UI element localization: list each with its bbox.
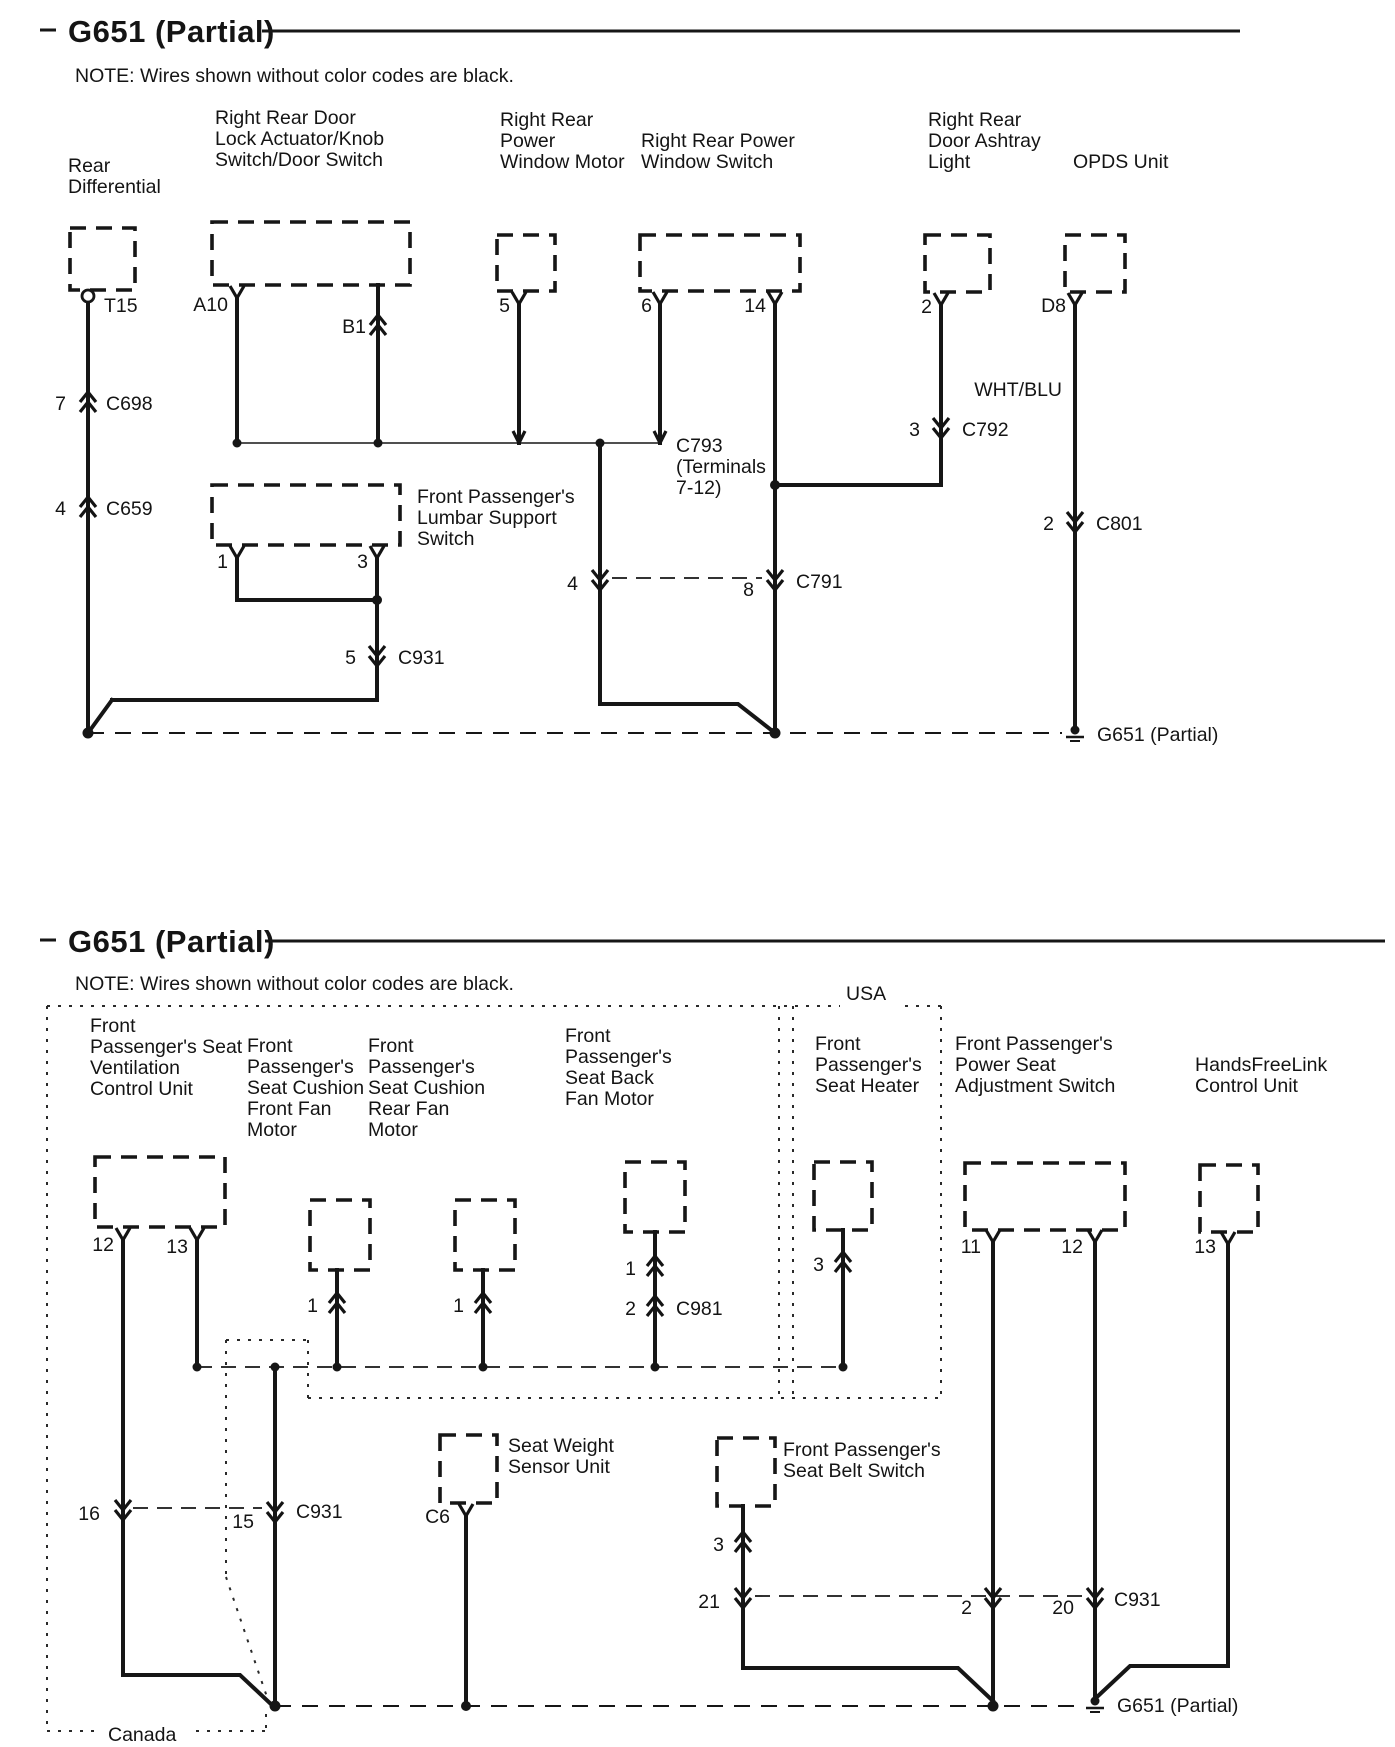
svg-text:(Terminals: (Terminals	[676, 456, 766, 478]
svg-text:Light: Light	[928, 151, 971, 173]
label-vent-control-unit	[90, 1015, 243, 1100]
svg-text:Right Rear Power: Right Rear Power	[641, 130, 795, 152]
label-rear-differential	[68, 155, 161, 198]
pin-6	[641, 292, 667, 317]
connector-front-fan-1	[307, 1293, 345, 1317]
svg-text:Control Unit: Control Unit	[90, 1078, 193, 1100]
junction-dot	[988, 1701, 999, 1712]
svg-text:C659: C659	[106, 498, 153, 520]
junction-dot	[770, 728, 781, 739]
svg-text:C698: C698	[106, 393, 153, 415]
svg-text:Right Rear: Right Rear	[928, 109, 1022, 131]
box-rear-fan-motor	[455, 1200, 515, 1270]
label-power-seat-switch	[955, 1033, 1115, 1097]
svg-text:13: 13	[1194, 1236, 1216, 1258]
connector-c792	[909, 418, 1008, 441]
svg-text:C981: C981	[676, 1298, 723, 1320]
junction-dot	[333, 1363, 342, 1372]
svg-text:16: 16	[78, 1503, 100, 1525]
svg-text:Switch/Door Switch: Switch/Door Switch	[215, 149, 383, 171]
svg-text:3: 3	[909, 419, 920, 441]
svg-text:C6: C6	[425, 1506, 450, 1528]
svg-text:1: 1	[625, 1258, 636, 1280]
junction-dot	[83, 728, 94, 739]
junction-dot	[651, 1363, 660, 1372]
svg-text:Front Passenger's: Front Passenger's	[417, 486, 575, 508]
junction-dot	[461, 1701, 471, 1711]
ground-g651-d2	[1086, 1695, 1238, 1717]
box-seat-back-fan-motor	[625, 1162, 685, 1232]
svg-text:C791: C791	[796, 571, 843, 593]
label-rear-fan-motor	[368, 1035, 485, 1141]
note-text: NOTE: Wires shown without color codes are black.	[75, 973, 514, 995]
svg-text:1: 1	[453, 1295, 464, 1317]
ground-g651-d1	[1066, 724, 1218, 746]
svg-text:7: 7	[55, 393, 66, 415]
box-rear-differential	[70, 228, 135, 290]
box-seat-belt-switch	[717, 1438, 775, 1506]
svg-text:7-12): 7-12)	[676, 477, 722, 499]
connector-c698	[55, 392, 152, 415]
svg-text:4: 4	[567, 573, 578, 595]
pin-lumbar-3	[357, 546, 384, 573]
svg-text:Front Passenger's: Front Passenger's	[955, 1033, 1113, 1055]
label-seat-heater	[815, 1033, 922, 1097]
svg-text:Window Switch: Window Switch	[641, 151, 774, 173]
svg-text:1: 1	[217, 551, 228, 573]
svg-text:8: 8	[743, 579, 754, 601]
svg-text:Control Unit: Control Unit	[1195, 1075, 1298, 1097]
junction-dot	[233, 439, 242, 448]
svg-text:Lock Actuator/Knob: Lock Actuator/Knob	[215, 128, 385, 150]
label-seat-belt-switch	[783, 1439, 941, 1482]
svg-text:C792: C792	[962, 419, 1009, 441]
pin-t15	[82, 290, 138, 317]
box-lumbar-switch	[212, 485, 400, 545]
junction-dot	[839, 1363, 848, 1372]
connector-c981	[625, 1296, 722, 1320]
svg-text:3: 3	[357, 551, 368, 573]
svg-text:Seat Belt Switch: Seat Belt Switch	[783, 1460, 925, 1482]
box-ashtray-light	[925, 235, 990, 292]
svg-text:Front: Front	[90, 1015, 136, 1037]
page-title: G651 (Partial)	[68, 14, 275, 49]
box-front-fan-motor	[310, 1200, 370, 1270]
diagram1	[40, 14, 1240, 746]
connector-c793-label	[676, 435, 766, 499]
pin-2-ashtray	[921, 293, 948, 318]
label-front-fan-motor	[247, 1035, 364, 1141]
label-opds-unit: OPDS Unit	[1073, 151, 1169, 173]
svg-text:Door Ashtray: Door Ashtray	[928, 130, 1041, 152]
svg-text:20: 20	[1052, 1597, 1074, 1619]
diagram2	[40, 924, 1385, 1746]
svg-text:Switch: Switch	[417, 528, 475, 550]
label-door-lock	[215, 107, 384, 171]
box-opds-unit	[1065, 235, 1125, 292]
connector-belt-3	[713, 1532, 751, 1556]
label-ashtray-light	[928, 109, 1041, 173]
box-seat-weight-sensor	[440, 1435, 497, 1503]
svg-text:G651 (Partial): G651 (Partial)	[1097, 724, 1219, 746]
connector-c791	[567, 570, 842, 601]
svg-text:Seat Back: Seat Back	[565, 1067, 654, 1089]
svg-text:Front: Front	[247, 1035, 293, 1057]
svg-text:5: 5	[345, 647, 356, 669]
label-window-switch	[641, 130, 795, 173]
svg-text:Seat Weight: Seat Weight	[508, 1435, 614, 1457]
box-window-switch	[640, 235, 800, 291]
svg-text:B1: B1	[342, 316, 366, 338]
svg-text:A10: A10	[193, 294, 228, 316]
svg-text:21: 21	[698, 1591, 720, 1613]
svg-text:Motor: Motor	[368, 1119, 418, 1141]
connector-c931-vent	[78, 1500, 342, 1533]
connector-back-fan-1	[625, 1256, 663, 1280]
wire-color-label: WHT/BLU	[974, 379, 1062, 401]
svg-text:Passenger's: Passenger's	[247, 1056, 354, 1078]
svg-text:Seat Cushion: Seat Cushion	[247, 1077, 365, 1099]
box-handsfreelink	[1200, 1165, 1258, 1232]
junction-dot	[479, 1363, 488, 1372]
junction-dot	[270, 1701, 281, 1712]
svg-text:C801: C801	[1096, 513, 1143, 535]
note-text: NOTE: Wires shown without color codes are black.	[75, 65, 514, 87]
svg-text:Passenger's Seat: Passenger's Seat	[90, 1036, 243, 1058]
svg-text:3: 3	[713, 1534, 724, 1556]
svg-text:Adjustment Switch: Adjustment Switch	[955, 1075, 1116, 1097]
label-lumbar-switch	[417, 486, 575, 550]
region-label-usa: USA	[846, 983, 887, 1005]
pin-5	[499, 292, 526, 317]
label-handsfreelink	[1195, 1054, 1327, 1097]
svg-text:3: 3	[813, 1254, 824, 1276]
svg-text:5: 5	[499, 295, 510, 317]
svg-text:Passenger's: Passenger's	[368, 1056, 475, 1078]
svg-text:C931: C931	[398, 647, 445, 669]
svg-text:Front Fan: Front Fan	[247, 1098, 332, 1120]
connector-rear-fan-1	[453, 1293, 491, 1317]
svg-text:2: 2	[921, 296, 932, 318]
junction-dot	[372, 595, 382, 605]
connector-c801	[1043, 512, 1142, 535]
pin-lumbar-1	[217, 546, 244, 573]
svg-text:14: 14	[744, 295, 766, 317]
svg-text:15: 15	[232, 1511, 254, 1533]
label-seat-back-fan-motor	[565, 1025, 672, 1110]
svg-text:1: 1	[307, 1295, 318, 1317]
svg-text:D8: D8	[1041, 295, 1066, 317]
svg-text:12: 12	[92, 1234, 114, 1256]
svg-text:Rear Fan: Rear Fan	[368, 1098, 450, 1120]
connector-c931-lumbar	[345, 646, 444, 669]
junction-dot	[271, 1363, 280, 1372]
svg-text:C931: C931	[1114, 1589, 1161, 1611]
svg-text:Motor: Motor	[247, 1119, 297, 1141]
svg-text:Right Rear Door: Right Rear Door	[215, 107, 356, 129]
svg-text:Window Motor: Window Motor	[500, 151, 625, 173]
svg-text:G651 (Partial): G651 (Partial)	[1117, 1695, 1239, 1717]
svg-text:11: 11	[960, 1236, 981, 1258]
page-title: G651 (Partial)	[68, 924, 275, 959]
svg-text:Front: Front	[565, 1025, 611, 1047]
svg-text:2: 2	[625, 1298, 636, 1320]
box-vent-control-unit	[95, 1157, 225, 1227]
junction-dot	[770, 480, 780, 490]
svg-text:Lumbar Support: Lumbar Support	[417, 507, 557, 529]
svg-text:C793: C793	[676, 435, 723, 457]
junction-dot	[374, 439, 383, 448]
svg-text:Front Passenger's: Front Passenger's	[783, 1439, 941, 1461]
connector-c659	[55, 497, 152, 520]
svg-text:Front: Front	[368, 1035, 414, 1057]
svg-text:Sensor Unit: Sensor Unit	[508, 1456, 610, 1478]
svg-text:Right Rear: Right Rear	[500, 109, 594, 131]
connector-heater-3	[813, 1252, 851, 1276]
junction-dot	[193, 1363, 202, 1372]
svg-text:Differential: Differential	[68, 176, 161, 198]
svg-text:Power: Power	[500, 130, 556, 152]
svg-text:Passenger's: Passenger's	[565, 1046, 672, 1068]
svg-text:Seat Heater: Seat Heater	[815, 1075, 920, 1097]
box-window-motor	[497, 235, 555, 291]
svg-text:Rear: Rear	[68, 155, 111, 177]
svg-text:Fan Motor: Fan Motor	[565, 1088, 654, 1110]
box-power-seat-switch	[965, 1163, 1125, 1230]
svg-text:Seat Cushion: Seat Cushion	[368, 1077, 486, 1099]
svg-text:C931: C931	[296, 1501, 343, 1523]
box-door-lock	[212, 222, 410, 285]
label-seat-weight-sensor	[508, 1435, 614, 1478]
svg-text:Ventilation: Ventilation	[90, 1057, 180, 1079]
label-window-motor	[500, 109, 625, 173]
svg-text:4: 4	[55, 498, 66, 520]
svg-text:Power Seat: Power Seat	[955, 1054, 1056, 1076]
wires-diagram1	[88, 285, 1075, 733]
svg-text:2: 2	[961, 1597, 972, 1619]
svg-text:6: 6	[641, 295, 652, 317]
box-seat-heater	[814, 1162, 872, 1230]
region-label-canada: Canada	[108, 1724, 177, 1746]
svg-text:Front: Front	[815, 1033, 861, 1055]
svg-text:HandsFreeLink: HandsFreeLink	[1195, 1054, 1328, 1076]
svg-text:2: 2	[1043, 513, 1054, 535]
junction-dot	[596, 439, 605, 448]
svg-text:12: 12	[1061, 1236, 1083, 1258]
svg-text:13: 13	[166, 1236, 188, 1258]
svg-text:Passenger's: Passenger's	[815, 1054, 922, 1076]
svg-text:T15: T15	[104, 295, 138, 317]
